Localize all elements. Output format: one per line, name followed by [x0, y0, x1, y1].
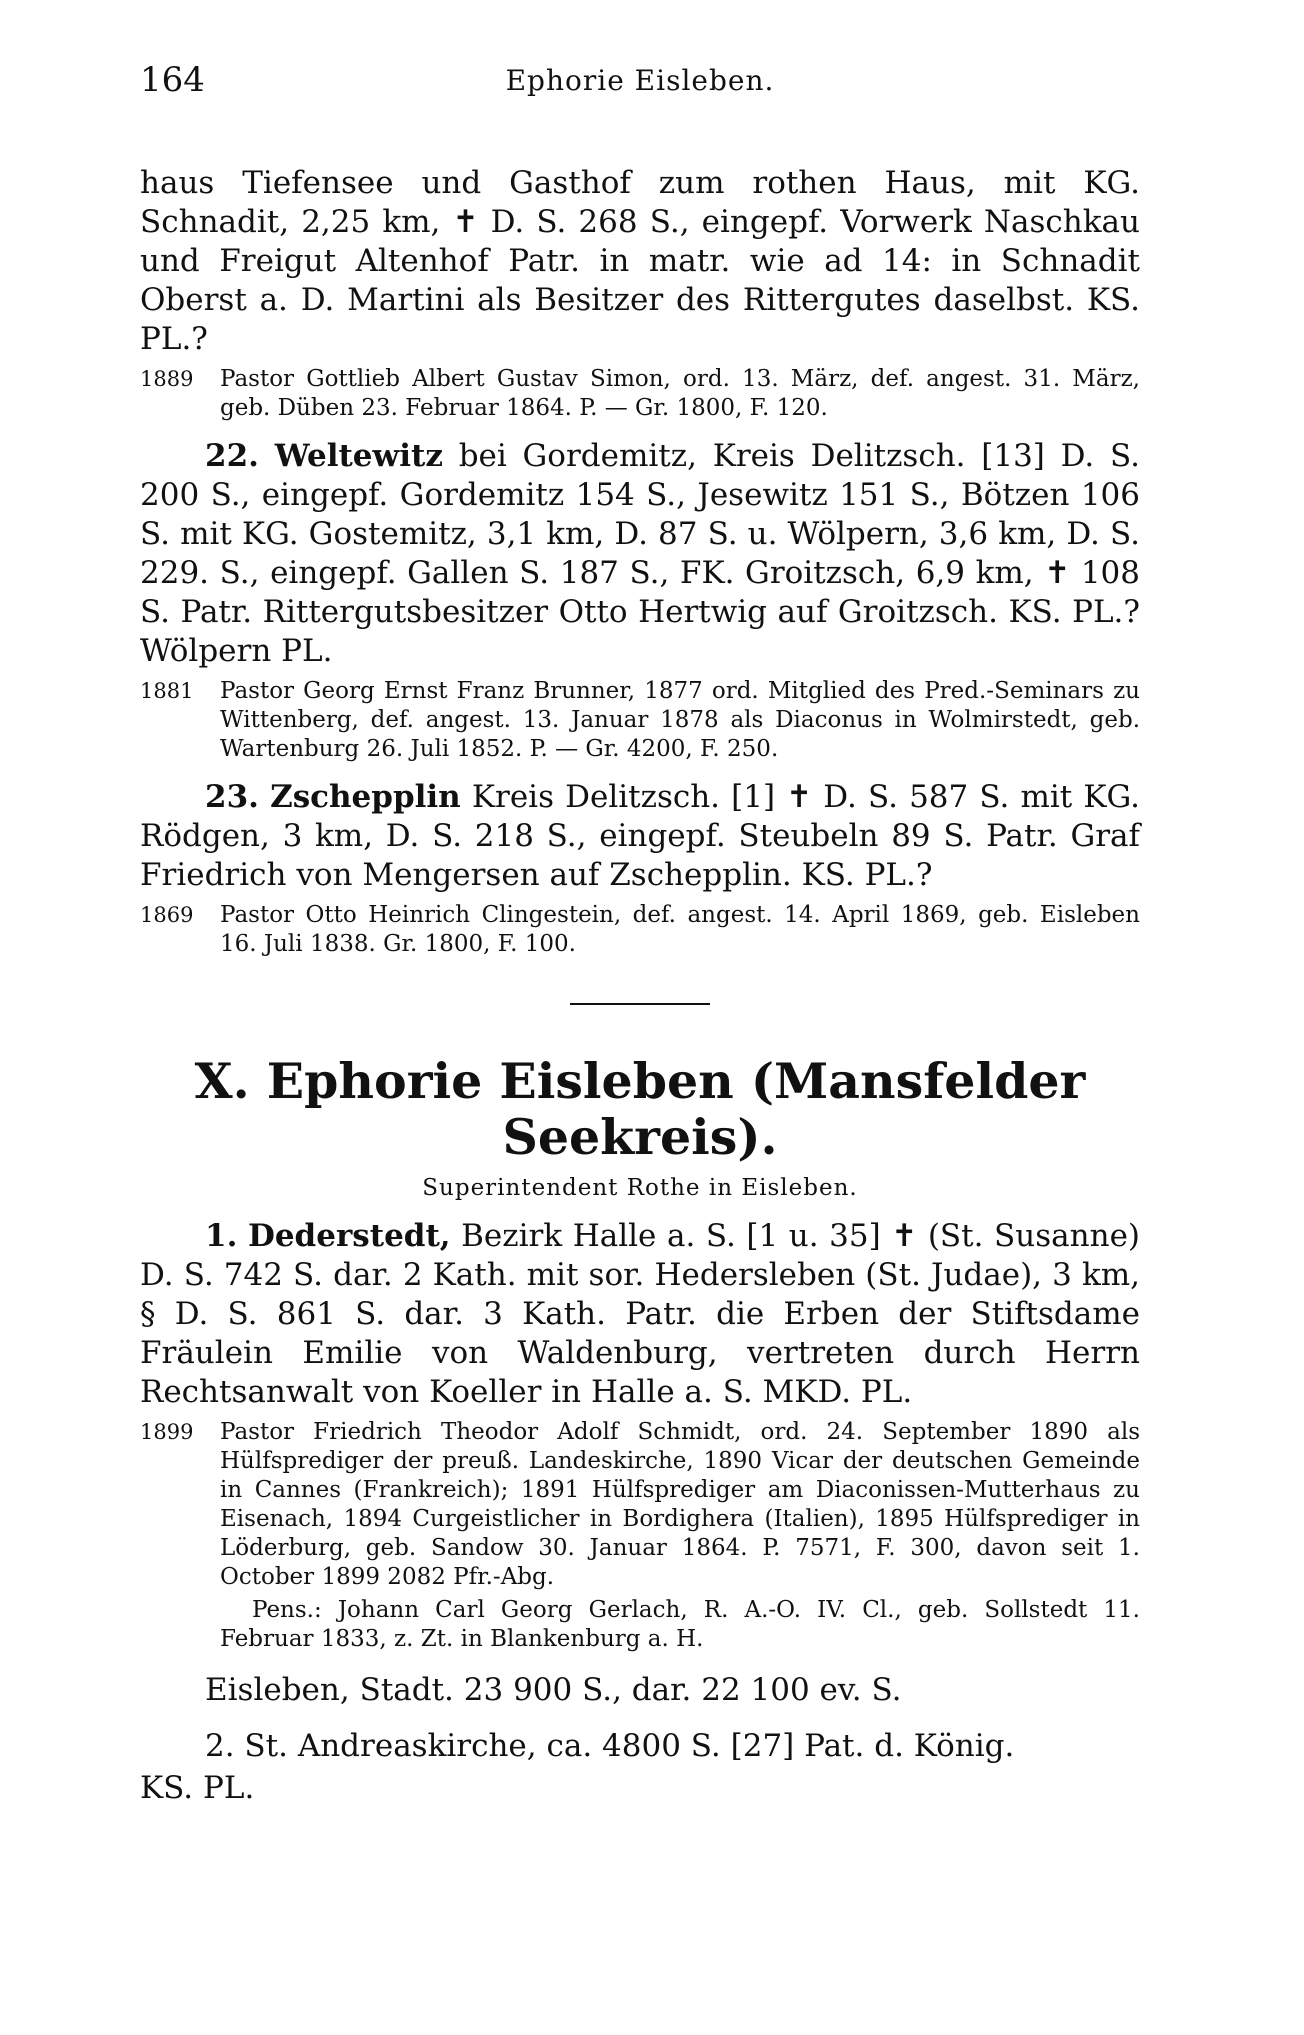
- parish-entry-1: [140, 1217, 1140, 1654]
- pastor-note: [140, 1418, 1140, 1592]
- parish-entry-2: [140, 1726, 1140, 1766]
- entry-name: Dederstedt,: [247, 1218, 451, 1254]
- pastor-note: [140, 365, 1140, 423]
- pastor-note: [140, 901, 1140, 959]
- entry-paragraph: [140, 1217, 1140, 1412]
- pastor-year: 1899: [140, 1420, 194, 1444]
- entry-number: 22.: [205, 438, 259, 474]
- pastor-year: 1869: [140, 903, 194, 927]
- superintendent-line: Superintendent Rothe in Eisleben.: [422, 1175, 858, 1201]
- page-header: [140, 60, 1140, 110]
- pastor-note: [140, 677, 1140, 764]
- page-number: 164: [140, 60, 205, 100]
- pastor-text: Pastor Georg Ernst Franz Brunner, 1877 ord. Mitglied des Pred.-Seminars zu Wittenberg, def. angest. 13. Januar 1878 als Diaconus in Wolmirstedt, geb. Wartenburg 26. Juli 1852. P. — Gr. 4200, F. 250.: [220, 678, 1140, 762]
- page-body: [140, 150, 1140, 1808]
- pastor-text: Pastor Friedrich Theodor Adolf Schmidt, ord. 24. September 1890 als Hülfsprediger der preuß. Landeskirche, 1890 Vicar der deutschen Gemeinde in Cannes (Frankreich); 1891 Hülfsprediger am Diaconissen-Mutterhaus zu Eisenach, 1894 Curgeistlicher in Bordighera (Italien), 1895 Hülfsprediger in Löderburg, geb. Sandow 30. Januar 1864. P. 7571, F. 300, davon seit 1. October 1899 2082 Pfr.-Abg.: [220, 1419, 1140, 1590]
- town-line: [140, 1670, 1140, 1710]
- continuation-entry: [140, 164, 1140, 423]
- pastor-text: Pastor Gottlieb Albert Gustav Simon, ord. 13. März, def. angest. 31. März, geb. Düben 23. Februar 1864. P. — Gr. 1800, F. 120.: [220, 366, 1140, 421]
- pension-note: Pens.: Johann Carl Georg Gerlach, R. A.-O. IV. Cl., geb. Sollstedt 11. Februar 1833, z. Zt. in Blankenburg a. H.: [220, 1597, 1140, 1652]
- town-text: Eisleben, Stadt. 23 900 S., dar. 22 100 ev. S.: [205, 1672, 902, 1708]
- parish-entry-23: [140, 778, 1140, 959]
- entry-tail: KS. PL.: [140, 1770, 255, 1806]
- entry-name: Weltewitz: [274, 438, 443, 474]
- entry-name: Zschepplin: [270, 779, 461, 815]
- continuation-text: haus Tiefensee und Gasthof zum rothen Haus, mit KG. Schnadit, 2,25 km, ✝ D. S. 268 S., eingepf. Vorwerk Naschkau und Freigut Altenhof Patr. in matr. wie ad 14: in Schnadit Oberst a. D. Martini als Besitzer des Rittergutes daselbst. KS. PL.?: [140, 165, 1140, 357]
- pastor-year: 1889: [140, 367, 194, 391]
- entry-number: 1.: [205, 1218, 238, 1254]
- entry-number: 23.: [205, 779, 259, 815]
- entry-text: Kreis Delitzsch. [1] ✝ D. S. 587 S. mit KG. Rödgen, 3 km, D. S. 218 S., eingepf. Steubeln 89 S. Patr. Graf Friedrich von Mengersen auf Zschepplin. KS. PL.?: [140, 779, 1141, 893]
- section-heading: X. Ephorie Eisleben (Mansfelder Seekreis).: [194, 1052, 1086, 1166]
- entry-text: Bezirk Halle a. S. [1 u. 35] ✝ (St. Susanne) D. S. 742 S. dar. 2 Kath. mit sor. Hedersleben (St. Judae), 3 km, § D. S. 861 S. dar. 3 Kath. Patr. die Erben der Stiftsdame Fräulein Emilie von Waldenburg, vertreten durch Herrn Rechtsanwalt von Koeller in Halle a. S. MKD. PL.: [140, 1218, 1141, 1410]
- entry-paragraph: [140, 778, 1140, 895]
- entry-paragraph: [140, 437, 1140, 671]
- entry-text: bei Gordemitz, Kreis Delitzsch. [13] D. S. 200 S., eingepf. Gordemitz 154 S., Jesewitz 151 S., Bötzen 106 S. mit KG. Gostemitz, 3,1 km, D. 87 S. u. Wölpern, 3,6 km, D. S. 229. S., eingepf. Gallen S. 187 S., FK. Groitzsch, 6,9 km, ✝ 108 S. Patr. Rittergutsbesitzer Otto Hertwig auf Groitzsch. KS. PL.? Wölpern PL.: [140, 438, 1141, 669]
- pastor-year: 1881: [140, 679, 194, 703]
- running-head: Ephorie Eisleben.: [505, 64, 775, 97]
- pastor-text: Pastor Otto Heinrich Clingestein, def. angest. 14. April 1869, geb. Eisleben 16. Juli 1838. Gr. 1800, F. 100.: [220, 902, 1140, 957]
- section-divider: [570, 1003, 710, 1005]
- parish-entry-22: [140, 437, 1140, 764]
- entry-text: 2. St. Andreaskirche, ca. 4800 S. [27] Pat. d. König.: [205, 1728, 1015, 1764]
